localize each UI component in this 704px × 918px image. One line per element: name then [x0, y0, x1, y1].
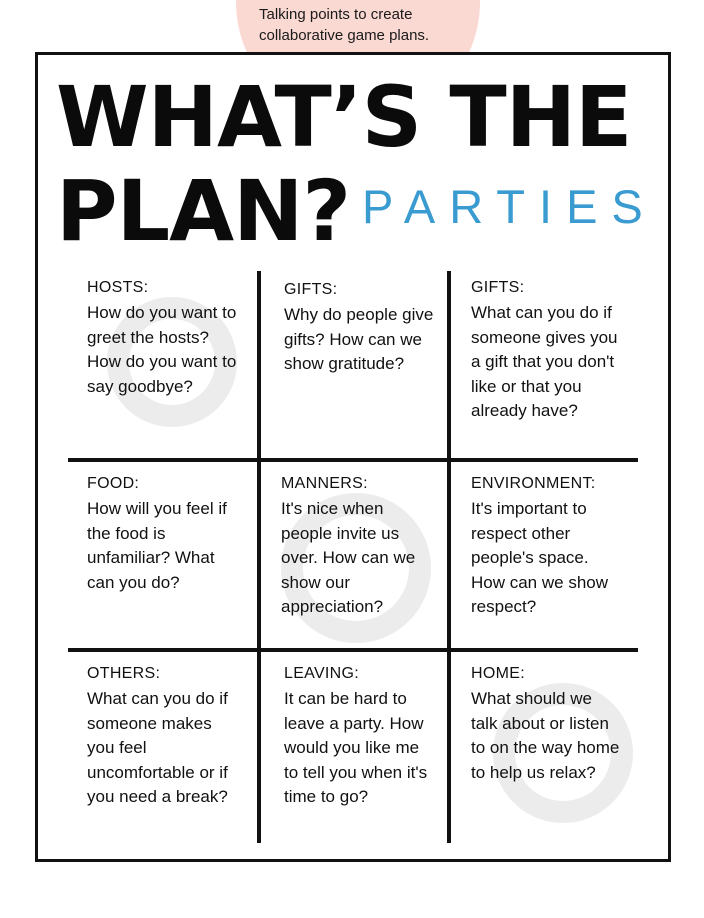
cell-heading: FOOD: [87, 475, 140, 492]
cell-leaving [284, 663, 434, 810]
cell-text: It can be hard to leave a party. How would you like me to tell you when it's time to go? [284, 689, 428, 806]
tagline: Talking points to create collaborative game plans. [259, 6, 430, 44]
subtitle-parties: PARTIES [362, 180, 657, 233]
grid-vertical-divider-1 [257, 271, 261, 843]
cell-text: What can you do if someone makes you feel uncomfortable or if you need a break? [87, 689, 228, 806]
cell-text: How will you feel if the food is unfamiliar? What can you do? [87, 499, 227, 592]
cell-text: What can you do if someone gives you a gift that you don't like or that you already have? [471, 303, 618, 420]
worksheet-frame [35, 52, 671, 862]
cell-heading: LEAVING: [284, 665, 360, 682]
cell-text: It's important to respect other people's space. How can we show respect? [471, 499, 609, 616]
cell-heading: OTHERS: [87, 665, 161, 682]
title-line-2: PLAN? [56, 162, 351, 260]
cell-heading: HOME: [471, 665, 525, 682]
cell-manners [281, 473, 431, 620]
grid-vertical-divider-2 [447, 271, 451, 843]
grid-horizontal-divider-2 [68, 648, 638, 652]
title-line-1: WHAT’S THE [56, 68, 632, 166]
cell-text: What should we talk about or listen to on the way home to help us relax? [471, 689, 620, 782]
cell-food [87, 473, 237, 595]
cell-environment [471, 473, 621, 620]
cell-home [471, 663, 621, 785]
cell-hosts [87, 277, 237, 399]
cell-gifts-gratitude [284, 279, 434, 377]
cell-heading: GIFTS: [284, 281, 338, 298]
cell-heading: GIFTS: [471, 279, 525, 296]
cell-heading: HOSTS: [87, 279, 149, 296]
cell-text: Why do people give gifts? How can we show gratitude? [284, 305, 434, 373]
cell-gifts-unwanted [471, 277, 621, 424]
cell-others [87, 663, 237, 810]
cell-heading: MANNERS: [281, 475, 368, 492]
cell-heading: ENVIRONMENT: [471, 475, 596, 492]
cell-text: It's nice when people invite us over. How can we show our appreciation? [281, 499, 416, 616]
cell-text: How do you want to greet the hosts? How do you want to say goodbye? [87, 303, 237, 396]
grid-horizontal-divider-1 [68, 458, 638, 462]
